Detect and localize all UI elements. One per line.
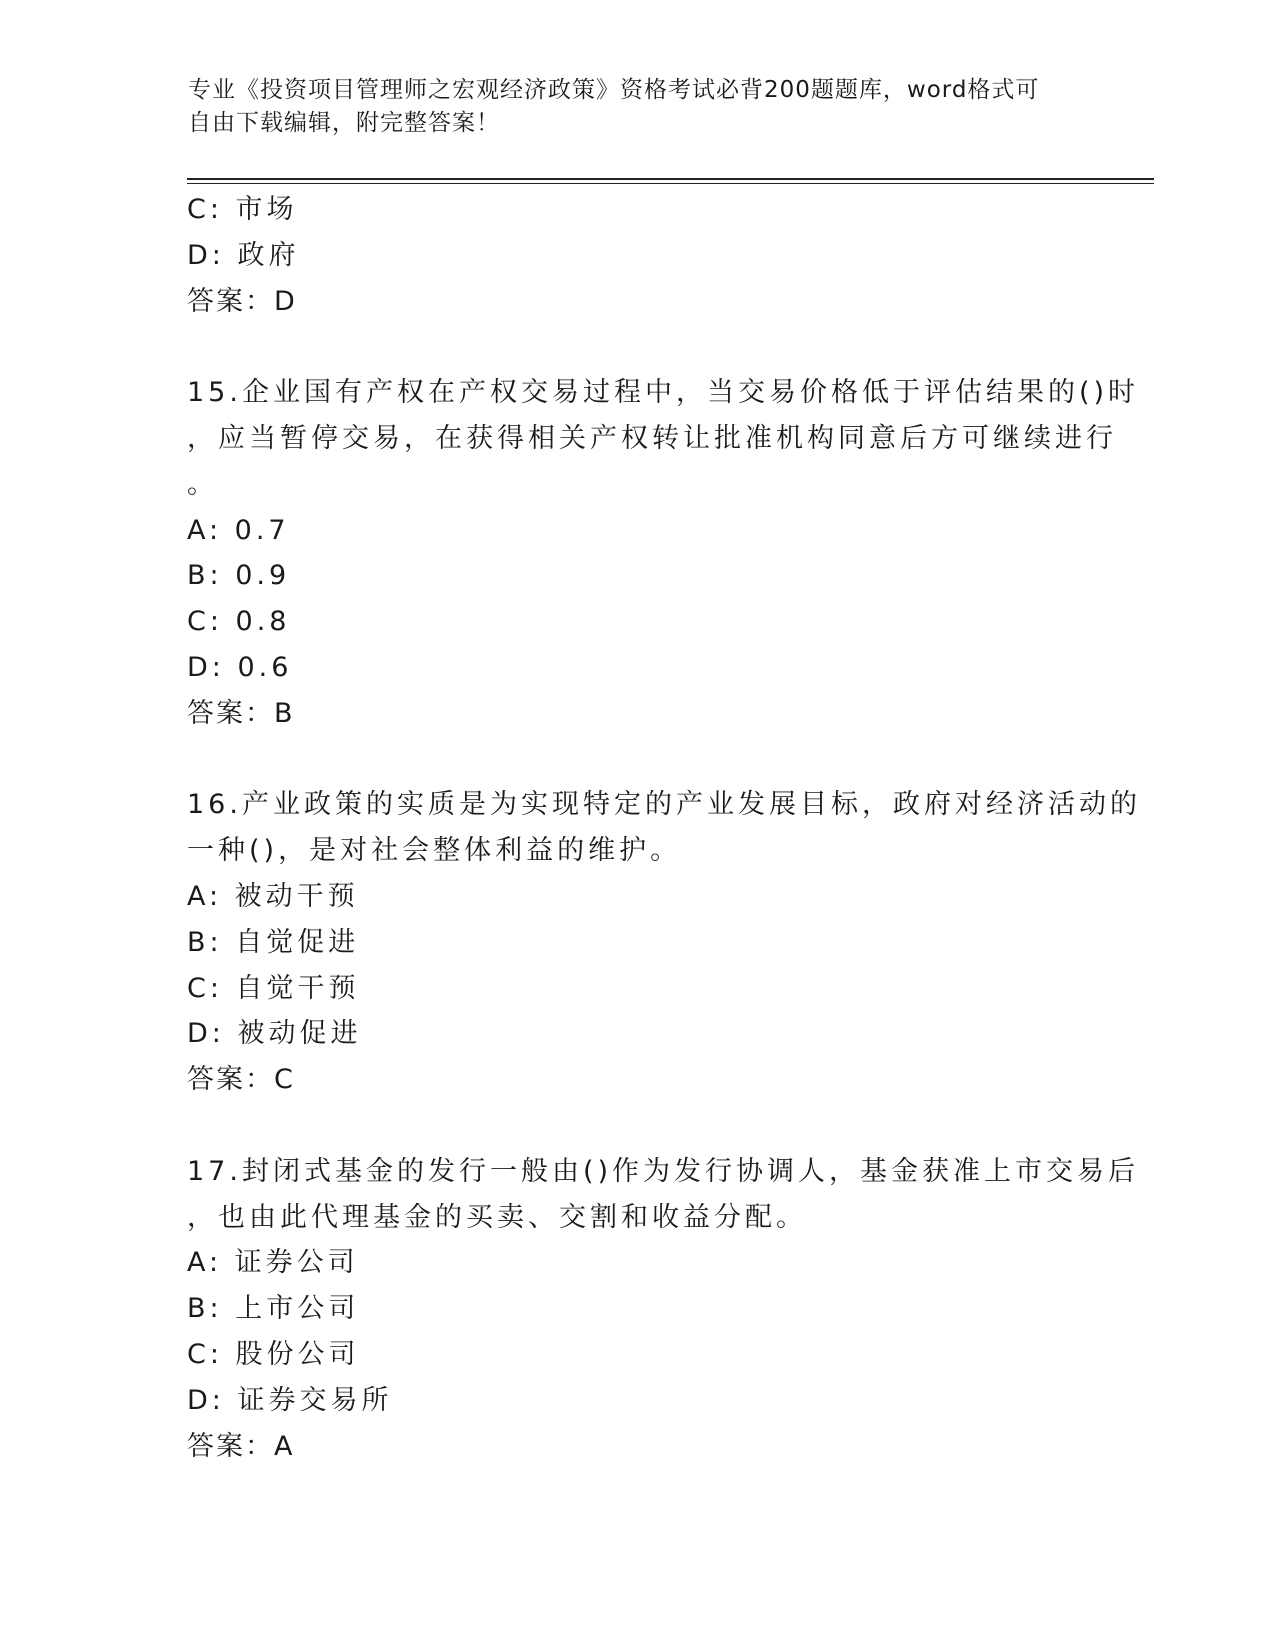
question-stem-line: ，应当暂停交易，在获得相关产权转让批准机构同意后方可继续进行 (187, 422, 1117, 454)
previous-question-tail (187, 187, 1087, 324)
answer: 答案：D (187, 285, 297, 317)
question-stem-line: 。 (187, 468, 218, 500)
header-line-1: 专业《投资项目管理师之宏观经济政策》资格考试必背200题题库，word格式可 (188, 77, 1040, 103)
option-c: C: 自觉干预 (187, 972, 360, 1004)
header-line-2: 自由下载编辑，附完整答案！ (188, 110, 500, 136)
question-stem-line: 16.产业政策的实质是为实现特定的产业发展目标，政府对经济活动的 (187, 789, 1141, 821)
question-list (187, 187, 1141, 1469)
answer: 答案：B (187, 697, 295, 729)
header-divider-thick (187, 178, 1154, 180)
option-a: A: 证券公司 (187, 1247, 359, 1279)
option-c: C: 股份公司 (187, 1338, 360, 1370)
option-d: D: 被动促进 (187, 1018, 362, 1050)
option-d: D: 政府 (187, 239, 300, 271)
answer: 答案：C (187, 1064, 295, 1096)
question-17 (187, 1149, 1140, 1470)
option-c: C: 0.8 (187, 606, 291, 638)
question-gap (187, 1103, 1087, 1149)
question-stem-line: 17.封闭式基金的发行一般由()作为发行协调人，基金获准上市交易后 (187, 1155, 1140, 1187)
question-stem-line: ，也由此代理基金的买卖、交割和收益分配。 (187, 1201, 807, 1233)
option-b: B: 0.9 (187, 560, 291, 592)
option-a: A: 被动干预 (187, 880, 359, 912)
question-stem-line: 15.企业国有产权在产权交易过程中，当交易价格低于评估结果的()时 (187, 377, 1140, 409)
question-gap (187, 324, 1087, 370)
option-c: C: 市场 (187, 194, 298, 225)
question-stem-line: 一种()，是对社会整体利益的维护。 (187, 835, 682, 867)
option-a: A: 0.7 (187, 514, 290, 546)
option-b: B: 自觉促进 (187, 926, 360, 958)
document-header (188, 74, 1068, 140)
option-d: D: 0.6 (187, 651, 293, 683)
question-gap (187, 737, 1087, 783)
option-d: D: 证券交易所 (187, 1384, 393, 1416)
question-15 (187, 370, 1140, 736)
option-b: B: 上市公司 (187, 1293, 360, 1325)
header-divider-thin (187, 183, 1154, 184)
answer: 答案：A (187, 1430, 295, 1462)
question-16 (187, 782, 1141, 1103)
